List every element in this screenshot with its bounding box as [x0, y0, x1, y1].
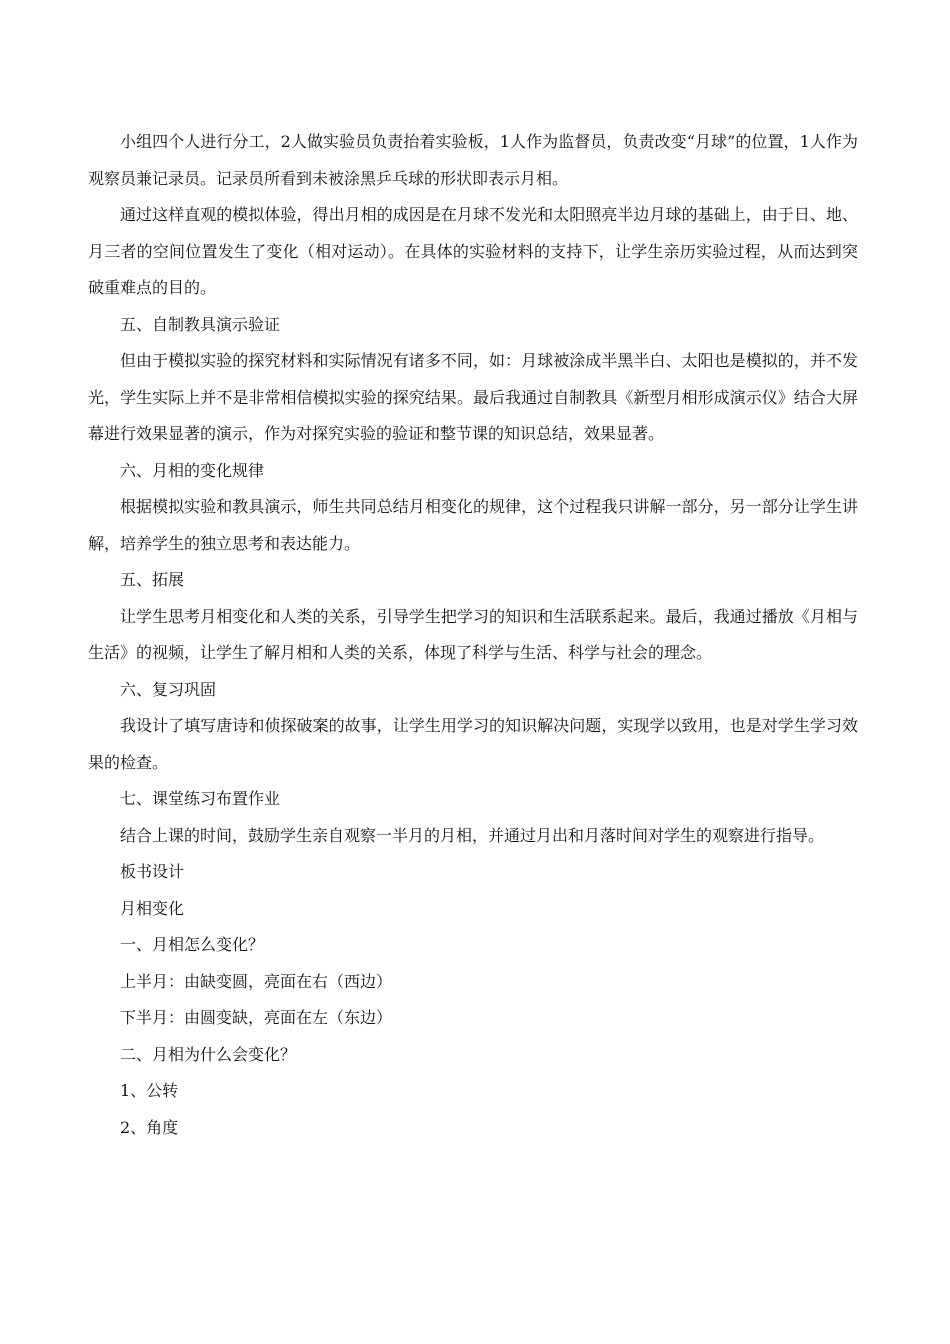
paragraph-phase-pattern: 根据模拟实验和教具演示，师生共同总结月相变化的规律，这个过程我只讲解一部分，另一部分让学生讲解，培养学生的独立思考和表达能力。	[88, 497, 858, 553]
board-item-why-change: 二、月相为什么会变化？	[120, 1044, 297, 1064]
document-page	[88, 124, 858, 1146]
board-item-first-half: 上半月：由缺变圆，亮面在右（西边）	[120, 971, 393, 991]
section-heading-phase-pattern: 六、月相的变化规律	[120, 460, 265, 480]
paragraph-teaching-aid: 但由于模拟实验的探究材料和实际情况有诸多不同，如：月球被涂成半黑半白、太阳也是模拟的，并不发光，学生实际上并不是非常相信模拟实验的探究结果。最后我通过自制教具《新型月相形成演示仪》结合大屏幕进行效果显著的演示，作为对探究实验的验证和整节课的知识总结，效果显著。	[88, 351, 858, 443]
paragraph-group-roles: 小组四个人进行分工，2人做实验员负责抬着实验板，1人作为监督员，负责改变“月球”的位置，1人作为观察员兼记录员。记录员所看到未被涂黑乒乓球的形状即表示月相。	[88, 132, 858, 188]
board-design-heading: 板书设计	[120, 862, 185, 881]
board-item-revolution: 1、公转	[120, 1081, 179, 1100]
section-heading-homework: 七、课堂练习布置作业	[120, 789, 281, 808]
board-title: 月相变化	[120, 898, 185, 918]
section-heading-review: 六、复习巩固	[120, 679, 217, 699]
section-heading-teaching-aid: 五、自制教具演示验证	[120, 314, 281, 334]
board-item-how-change: 一、月相怎么变化？	[120, 935, 265, 954]
board-item-second-half: 下半月：由圆变缺，亮面在左（东边）	[120, 1008, 393, 1027]
section-heading-extension: 五、拓展	[120, 570, 185, 589]
paragraph-review: 我设计了填写唐诗和侦探破案的故事，让学生用学习的知识解决问题，实现学以致用，也是对学生学习效果的检查。	[88, 716, 858, 772]
paragraph-homework: 结合上课的时间，鼓励学生亲自观察一半月的月相，并通过月出和月落时间对学生的观察进行指导。	[120, 825, 825, 845]
paragraph-extension: 让学生思考月相变化和人类的关系，引导学生把学习的知识和生活联系起来。最后，我通过播放《月相与生活》的视频，让学生了解月相和人类的关系，体现了科学与生活、科学与社会的理念。	[88, 606, 858, 662]
paragraph-simulation-conclusion: 通过这样直观的模拟体验，得出月相的成因是在月球不发光和太阳照亮半边月球的基础上，由于日、地、月三者的空间位置发生了变化（相对运动）。在具体的实验材料的支持下，让学生亲历实验过程，从而达到突破重难点的目的。	[88, 205, 858, 297]
board-item-angle: 2、角度	[120, 1117, 179, 1137]
